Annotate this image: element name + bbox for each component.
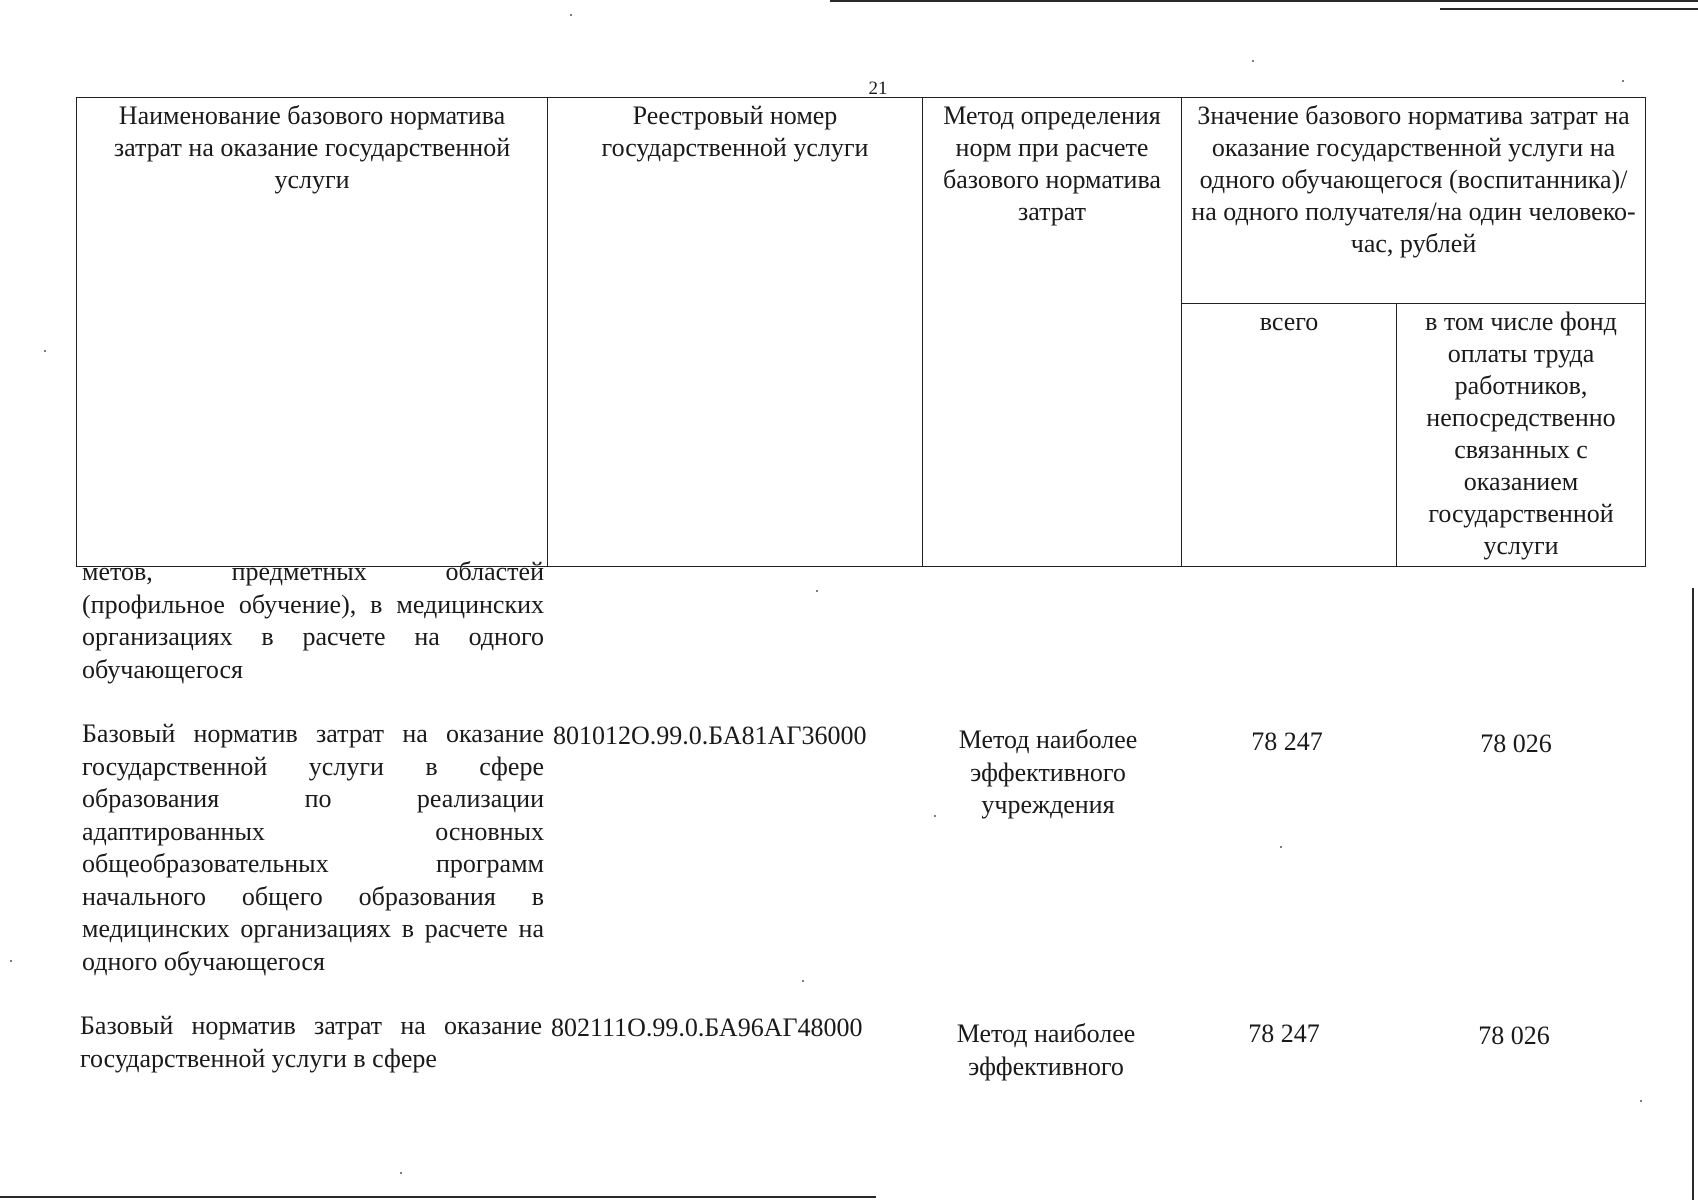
scan-speck (816, 590, 818, 592)
scan-speck (1640, 1100, 1642, 1102)
row-total-value: 78 247 (1251, 727, 1323, 756)
header-name-column: Наименование базового норматива затрат на оказание государственной услуги (77, 98, 548, 567)
scan-border-top (830, 0, 1698, 2)
header-value-column: Значение базового норматива затрат на оказание государственной услуги на одного обучающегося (воспитанника)/на одного получателя/на один человеко-час, рублей (1182, 98, 1646, 304)
scan-speck (10, 960, 12, 962)
header-table (76, 97, 1646, 567)
scan-speck (802, 980, 804, 982)
scan-speck (1280, 846, 1282, 848)
scan-border-top-step (1440, 8, 1698, 10)
scan-speck (570, 14, 572, 16)
scan-speck (1252, 60, 1254, 62)
header-fot-column: в том числе фонд оплаты труда работников, непосредственно связанных с оказанием государственной услуги (1397, 304, 1646, 567)
row-fot-value: 78 026 (1480, 729, 1552, 758)
header-code-column: Реестровый номер государственной услуги (548, 98, 923, 567)
row-total-value: 78 247 (1248, 1019, 1320, 1048)
row-registry-code: 802111О.99.0.БА96АГ48000 (551, 1013, 863, 1042)
row-registry-code: 801012О.99.0.БА81АГ36000 (553, 721, 867, 750)
scan-speck (1622, 80, 1624, 82)
row-method: Метод наиболее эффективного учреждения (958, 725, 1138, 819)
row-method: Метод наиболее эффективного (956, 1019, 1136, 1081)
page-number: 21 (868, 78, 888, 99)
scan-speck (400, 1172, 402, 1174)
scan-speck (44, 350, 46, 352)
scan-border-right (1692, 588, 1694, 1200)
header-method-column: Метод определения норм при расчете базового норматива затрат (923, 98, 1182, 567)
row-name: метов, предметных областей (профильное обучение), в медицинских организациях в расчете на одного обучающегося (82, 557, 544, 684)
header-total-column: всего (1182, 304, 1397, 567)
row-name: Базовый норматив затрат на оказание государственной услуги в сфере образования по реализации адаптированных основных общеобразовательных программ начального общего образования в медицинских организациях в расчете на одного обучающегося (82, 719, 544, 976)
row-name: Базовый норматив затрат на оказание государственной услуги в сфере (80, 1011, 542, 1073)
scan-border-bottom (0, 1196, 876, 1198)
row-fot-value: 78 026 (1478, 1021, 1550, 1050)
